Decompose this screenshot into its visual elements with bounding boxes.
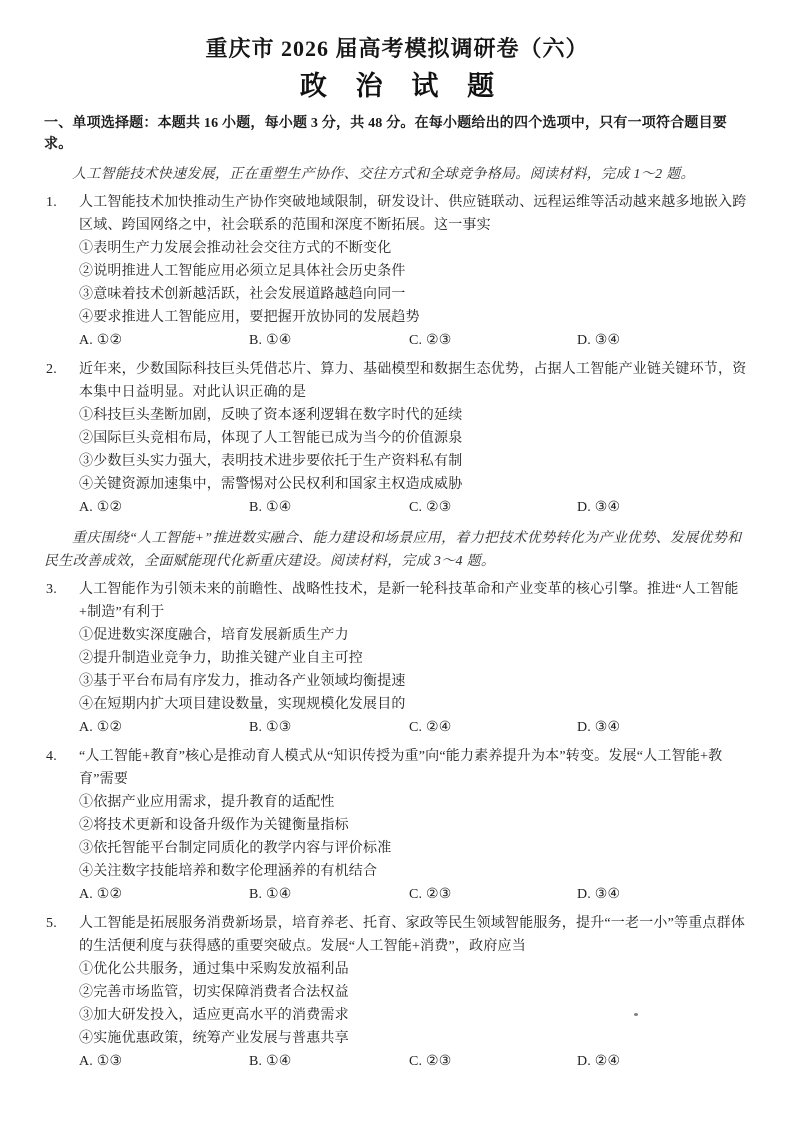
- option-d: D. ③④: [577, 499, 621, 515]
- statement-2: ②提升制造业竞争力，助推关键产业自主可控: [79, 650, 363, 666]
- material-passage-1: 人工智能技术快速发展，正在重塑生产协作、交往方式和全球竞争格局。阅读材料，完成 1～2 题。: [72, 166, 695, 182]
- options-row: [79, 329, 750, 352]
- question-2: [44, 358, 750, 519]
- statement-2: ②将技术更新和设备升级作为关键衡量指标: [79, 817, 349, 833]
- option-c: C. ②③: [409, 332, 452, 348]
- statement-2: ②说明推进人工智能应用必须立足具体社会历史条件: [79, 263, 406, 279]
- options-row: [79, 883, 750, 906]
- option-b: B. ①④: [249, 332, 292, 348]
- material-passage-2: 重庆围绕“人工智能+”推进数实融合、能力建设和场景应用，着力把技术优势转化为产业优势、发展优势和民生改善成效，全面赋能现代化新重庆建设。阅读材料，完成 3～4 题。: [44, 530, 742, 569]
- statement-4: ④关键资源加速集中，需警惕对公民权利和国家主权造成威胁: [79, 476, 463, 492]
- paper-title: 重庆市 2026 届高考模拟调研卷（六）: [205, 36, 589, 61]
- statement-2: ②完善市场监管，切实保障消费者合法权益: [79, 984, 349, 1000]
- section-instructions: 一、单项选择题：本题共 16 小题，每小题 3 分，共 48 分。在每小题给出的四个选项中，只有一项符合题目要求。: [44, 115, 727, 152]
- statement-3: ③少数巨头实力强大，表明技术进步要依托于生产资料私有制: [79, 453, 463, 469]
- question-number: 1.: [46, 194, 57, 210]
- options-row: [79, 1050, 750, 1073]
- option-b: B. ①③: [249, 719, 292, 735]
- question-number: 2.: [46, 361, 57, 377]
- option-b: B. ①④: [249, 886, 292, 902]
- question-4: [44, 745, 750, 906]
- question-3: [44, 578, 750, 739]
- statement-4: ④关注数字技能培养和数字伦理涵养的有机结合: [79, 863, 378, 879]
- question-number: 3.: [46, 581, 57, 597]
- option-a: A. ①②: [79, 886, 123, 902]
- statement-3: ③意味着技术创新越活跃，社会发展道路越趋向同一: [79, 286, 406, 302]
- option-a: A. ①③: [79, 1053, 123, 1069]
- statement-2: ②国际巨头竞相布局，体现了人工智能已成为当今的价值源泉: [79, 430, 463, 446]
- question-5: [44, 912, 750, 1073]
- statement-1: ①促进数实深度融合，培育发展新质生产力: [79, 627, 349, 643]
- option-c: C. ②④: [409, 719, 452, 735]
- subject-title: 政 治 试 题: [299, 71, 506, 102]
- option-c: C. ②③: [409, 886, 452, 902]
- statement-4: ④要求推进人工智能应用，要把握开放协同的发展趋势: [79, 309, 420, 325]
- statement-1: ①优化公共服务，通过集中采购发放福利品: [79, 961, 349, 977]
- option-a: A. ①②: [79, 499, 123, 515]
- option-b: B. ①④: [249, 1053, 292, 1069]
- statement-1: ①依据产业应用需求，提升教育的适配性: [79, 794, 335, 810]
- question-number: 5.: [46, 915, 57, 931]
- question-number: 4.: [46, 748, 57, 764]
- question-stem: 人工智能是拓展服务消费新场景，培育养老、托育、家政等民生领域智能服务，提升“一老一小”等重点群体的生活便利度与获得感的重要突破点。发展“人工智能+消费”，政府应当: [79, 915, 746, 954]
- option-d: D. ③④: [577, 332, 621, 348]
- option-a: A. ①②: [79, 332, 123, 348]
- statement-3: ③加大研发投入，适应更高水平的消费需求: [79, 1007, 349, 1023]
- statement-4: ④在短期内扩大项目建设数量，实现规模化发展目的: [79, 696, 406, 712]
- option-d: D. ③④: [577, 886, 621, 902]
- option-d: D. ③④: [577, 719, 621, 735]
- question-stem: “人工智能+教育”核心是推动育人模式从“知识传授为重”向“能力素养提升为本”转变。发展“人工智能+教育”需要: [79, 748, 723, 787]
- option-a: A. ①②: [79, 719, 123, 735]
- statement-4: ④实施优惠政策，统筹产业发展与普惠共享: [79, 1030, 349, 1046]
- options-row: [79, 716, 750, 739]
- question-stem: 近年来，少数国际科技巨头凭借芯片、算力、基础模型和数据生态优势，占据人工智能产业链关键环节，资本集中日益明显。对此认识正确的是: [79, 361, 747, 400]
- option-c: C. ②③: [409, 1053, 452, 1069]
- options-row: [79, 496, 750, 519]
- question-1: [44, 191, 750, 352]
- statement-3: ③基于平台布局有序发力，推动各产业领域均衡提速: [79, 673, 406, 689]
- statement-1: ①表明生产力发展会推动社会交往方式的不断变化: [79, 240, 392, 256]
- question-stem: 人工智能作为引领未来的前瞻性、战略性技术，是新一轮科技革命和产业变革的核心引擎。推进“人工智能+制造”有利于: [79, 581, 739, 620]
- statement-1: ①科技巨头垄断加剧，反映了资本逐利逻辑在数字时代的延续: [79, 407, 463, 423]
- option-c: C. ②③: [409, 499, 452, 515]
- statement-3: ③依托智能平台制定同质化的教学内容与评价标准: [79, 840, 392, 856]
- scan-artifact-dot: [634, 1013, 638, 1016]
- option-d: D. ②④: [577, 1053, 621, 1069]
- question-stem: 人工智能技术加快推动生产协作突破地域限制，研发设计、供应链联动、远程运维等活动越来越多地嵌入跨区域、跨国网络之中，社会联系的范围和深度不断拓展。这一事实: [79, 194, 747, 233]
- option-b: B. ①④: [249, 499, 292, 515]
